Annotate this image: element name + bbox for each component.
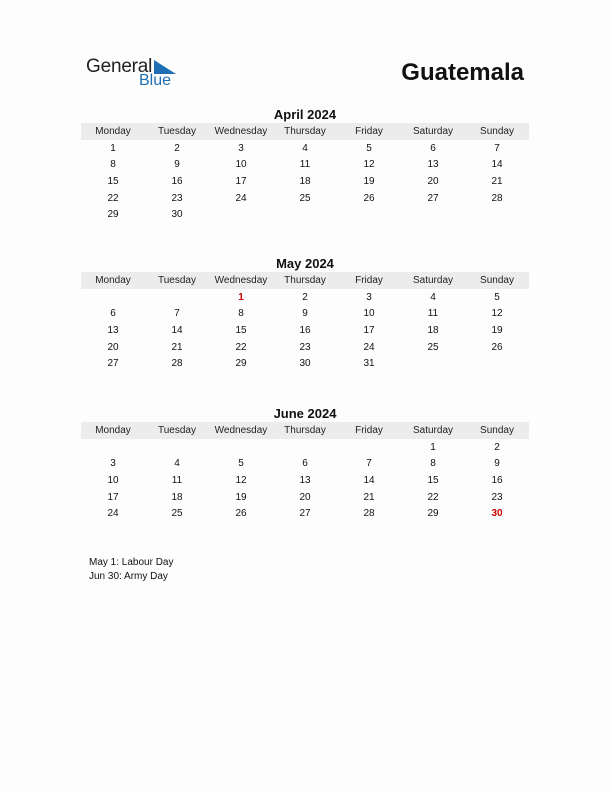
day-cell: 30 — [299, 358, 311, 370]
day-cell: 1 — [430, 441, 436, 453]
week-row — [81, 190, 529, 207]
day-cell: 5 — [238, 458, 244, 470]
weekday-header: Thursday — [273, 123, 337, 140]
week-row — [81, 289, 529, 306]
day-cell: 22 — [427, 491, 439, 503]
day-cell: 6 — [302, 458, 308, 470]
day-cell: 23 — [491, 491, 503, 503]
day-cell: 8 — [238, 308, 244, 320]
day-cell: 4 — [430, 291, 436, 303]
day-cell: 29 — [427, 508, 439, 520]
day-cell: 20 — [299, 491, 311, 503]
weekday-header: Wednesday — [209, 422, 273, 439]
empty-day-cell — [273, 439, 337, 456]
day-cell: 17 — [363, 324, 375, 336]
month-grid — [81, 422, 529, 522]
day-cell: 8 — [110, 159, 116, 171]
day-cell: 14 — [491, 159, 503, 171]
week-row — [81, 439, 529, 456]
day-cell: 6 — [430, 142, 436, 154]
day-cell: 7 — [494, 142, 500, 154]
weekday-header: Sunday — [465, 422, 529, 439]
day-cell: 25 — [427, 341, 439, 353]
empty-day-cell — [145, 439, 209, 456]
empty-day-cell — [401, 355, 465, 372]
day-cell: 10 — [363, 308, 375, 320]
week-row — [81, 322, 529, 339]
day-cell: 26 — [235, 508, 247, 520]
day-cell: 25 — [171, 508, 183, 520]
weekday-header: Tuesday — [145, 272, 209, 289]
day-cell: 24 — [235, 192, 247, 204]
day-cell: 2 — [302, 291, 308, 303]
logo-text-blue: Blue — [139, 72, 172, 89]
holiday-note: Jun 30: Army Day — [89, 571, 168, 582]
day-cell: 7 — [366, 458, 372, 470]
empty-day-cell — [465, 355, 529, 372]
day-cell: 19 — [491, 324, 503, 336]
day-cell: 4 — [302, 142, 308, 154]
weekday-header-row — [81, 422, 529, 439]
week-row — [81, 206, 529, 223]
day-cell: 25 — [299, 192, 311, 204]
empty-day-cell — [465, 206, 529, 223]
day-cell: 24 — [363, 341, 375, 353]
month-calendar — [81, 406, 529, 522]
day-cell: 28 — [363, 508, 375, 520]
month-grid — [81, 123, 529, 223]
day-cell: 16 — [491, 474, 503, 486]
weekday-header: Tuesday — [145, 422, 209, 439]
day-cell: 27 — [427, 192, 439, 204]
day-cell: 29 — [107, 209, 119, 221]
day-cell: 3 — [238, 142, 244, 154]
week-row — [81, 339, 529, 356]
day-cell: 8 — [430, 458, 436, 470]
weekday-header: Tuesday — [145, 123, 209, 140]
empty-day-cell — [81, 439, 145, 456]
month-title: April 2024 — [273, 107, 337, 122]
weekday-header: Sunday — [465, 272, 529, 289]
month-calendar — [81, 256, 529, 372]
day-cell: 10 — [235, 159, 247, 171]
weekday-header: Wednesday — [209, 123, 273, 140]
weekday-header: Monday — [81, 422, 145, 439]
day-cell: 2 — [494, 441, 500, 453]
day-cell: 21 — [171, 341, 183, 353]
holiday-notes — [89, 556, 174, 584]
day-cell: 2 — [174, 142, 180, 154]
day-cell: 9 — [302, 308, 308, 320]
empty-day-cell — [209, 206, 273, 223]
day-cell: 26 — [491, 341, 503, 353]
day-cell: 17 — [107, 491, 119, 503]
holiday-note: May 1: Labour Day — [89, 557, 174, 568]
empty-day-cell — [401, 206, 465, 223]
empty-day-cell — [273, 206, 337, 223]
month-grid — [81, 272, 529, 372]
weekday-header: Thursday — [273, 272, 337, 289]
day-cell: 14 — [171, 324, 183, 336]
week-row — [81, 140, 529, 157]
day-cell: 9 — [494, 458, 500, 470]
day-cell: 12 — [363, 159, 375, 171]
day-cell: 13 — [107, 324, 119, 336]
day-cell: 26 — [363, 192, 375, 204]
day-cell: 11 — [299, 159, 311, 171]
weekday-header: Monday — [81, 272, 145, 289]
day-cell: 11 — [427, 308, 439, 320]
day-cell: 23 — [299, 341, 311, 353]
weekday-header: Wednesday — [209, 272, 273, 289]
week-row — [81, 505, 529, 522]
day-cell: 4 — [174, 458, 180, 470]
weekday-header: Friday — [337, 272, 401, 289]
weekday-header: Thursday — [273, 422, 337, 439]
weekday-header-row — [81, 272, 529, 289]
logo-text-general: General — [86, 56, 153, 77]
weekday-header: Sunday — [465, 123, 529, 140]
day-cell: 13 — [427, 159, 439, 171]
weekday-header: Friday — [337, 422, 401, 439]
day-cell: 17 — [235, 175, 247, 187]
day-cell: 1 — [238, 291, 244, 303]
day-cell: 29 — [235, 358, 247, 370]
generalblue-logo — [86, 56, 186, 92]
week-row — [81, 157, 529, 174]
day-cell: 28 — [171, 358, 183, 370]
day-cell: 1 — [110, 142, 116, 154]
day-cell: 15 — [235, 324, 247, 336]
country-title: Guatemala — [401, 59, 524, 86]
empty-day-cell — [337, 439, 401, 456]
week-row — [81, 355, 529, 372]
day-cell: 18 — [299, 175, 311, 187]
week-row — [81, 306, 529, 323]
day-cell: 16 — [171, 175, 183, 187]
day-cell: 19 — [363, 175, 375, 187]
weekday-header: Saturday — [401, 422, 465, 439]
day-cell: 5 — [494, 291, 500, 303]
empty-day-cell — [337, 206, 401, 223]
day-cell: 22 — [107, 192, 119, 204]
day-cell: 5 — [366, 142, 372, 154]
day-cell: 23 — [171, 192, 183, 204]
day-cell: 30 — [171, 209, 183, 221]
day-cell: 31 — [363, 358, 375, 370]
day-cell: 3 — [110, 458, 116, 470]
weekday-header-row — [81, 123, 529, 140]
day-cell: 15 — [107, 175, 119, 187]
empty-day-cell — [145, 289, 209, 306]
weekday-header: Saturday — [401, 123, 465, 140]
day-cell: 12 — [491, 308, 503, 320]
month-calendar — [81, 107, 529, 223]
weekday-header: Friday — [337, 123, 401, 140]
day-cell: 14 — [363, 474, 375, 486]
week-row — [81, 472, 529, 489]
day-cell: 12 — [235, 474, 247, 486]
day-cell: 7 — [174, 308, 180, 320]
week-row — [81, 456, 529, 473]
day-cell: 20 — [107, 341, 119, 353]
day-cell: 19 — [235, 491, 247, 503]
week-row — [81, 173, 529, 190]
empty-day-cell — [81, 289, 145, 306]
day-cell: 27 — [299, 508, 311, 520]
day-cell: 3 — [366, 291, 372, 303]
day-cell: 9 — [174, 159, 180, 171]
day-cell: 27 — [107, 358, 119, 370]
day-cell: 20 — [427, 175, 439, 187]
day-cell: 22 — [235, 341, 247, 353]
month-title: June 2024 — [273, 406, 337, 421]
day-cell: 13 — [299, 474, 311, 486]
day-cell: 24 — [107, 508, 119, 520]
day-cell: 10 — [107, 474, 119, 486]
day-cell: 11 — [171, 474, 183, 486]
day-cell: 15 — [427, 474, 439, 486]
day-cell: 21 — [363, 491, 375, 503]
day-cell: 18 — [427, 324, 439, 336]
day-cell: 16 — [299, 324, 311, 336]
day-cell: 18 — [171, 491, 183, 503]
day-cell: 28 — [491, 192, 503, 204]
weekday-header: Monday — [81, 123, 145, 140]
day-cell: 6 — [110, 308, 116, 320]
day-cell: 21 — [491, 175, 503, 187]
weekday-header: Saturday — [401, 272, 465, 289]
empty-day-cell — [209, 439, 273, 456]
month-title: May 2024 — [276, 256, 334, 271]
day-cell: 30 — [491, 508, 503, 520]
week-row — [81, 489, 529, 506]
